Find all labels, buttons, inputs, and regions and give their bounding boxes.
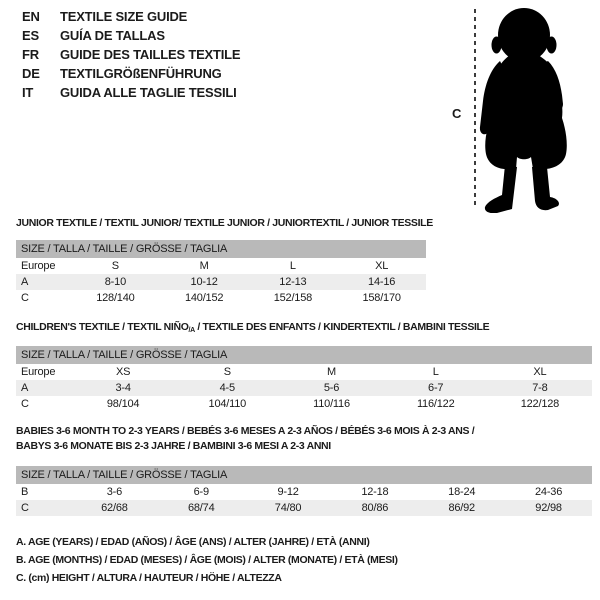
value-cell: 116/122 <box>416 398 455 410</box>
value-cell: 3-4 <box>115 382 131 394</box>
size-cell: M <box>199 260 209 272</box>
value-cell: 152/158 <box>273 292 313 304</box>
footnote-age-years: A. AGE (YEARS) / EDAD (AÑOS) / ÂGE (ANS) / ALTER (JAHRE) / ETÀ (ANNI) <box>16 536 370 548</box>
babies-size-table <box>16 466 592 516</box>
babies-row-height <box>16 500 592 516</box>
value-cell: 9-12 <box>277 486 299 498</box>
children-sizes-row <box>16 364 592 380</box>
lang-row-fr <box>22 45 240 64</box>
height-measure-label: C <box>452 106 462 121</box>
row-label: C <box>21 292 29 304</box>
value-cell: 140/152 <box>184 292 224 304</box>
value-cell: 98/104 <box>106 398 140 410</box>
value-cell: 92/98 <box>535 502 562 514</box>
size-cell: L <box>289 260 296 272</box>
size-cell: XL <box>375 260 389 272</box>
row-label: C <box>21 502 29 514</box>
value-cell: 104/110 <box>208 398 247 410</box>
lang-row-es <box>22 26 240 45</box>
value-cell: 18-24 <box>448 486 476 498</box>
value-cell: 110/116 <box>313 398 350 410</box>
lang-row-de <box>22 64 240 83</box>
footnote-height-cm: C. (cm) HEIGHT / ALTURA / HAUTEUR / HÖHE / ALTEZZA <box>16 572 282 584</box>
region-label: Europe <box>21 366 56 378</box>
junior-size-table <box>16 240 426 306</box>
value-cell: 12-13 <box>279 276 307 288</box>
babies-title-line1: BABIES 3-6 MONTH TO 2-3 YEARS / BEBÉS 3-6 MESES A 2-3 AÑOS / BÉBÉS 3-6 MOIS À 2-3 ANS / <box>16 425 475 437</box>
junior-section-title: JUNIOR TEXTILE / TEXTIL JUNIOR/ TEXTILE JUNIOR / JUNIORTEXTIL / JUNIOR TESSILE <box>16 217 433 229</box>
lang-code: ES <box>22 28 39 43</box>
lang-code: IT <box>22 85 34 100</box>
value-cell: 5-6 <box>323 382 340 394</box>
value-cell: 24-36 <box>534 486 563 498</box>
value-cell: 80/86 <box>361 502 389 514</box>
size-cell: M <box>327 366 336 378</box>
size-cell: S <box>111 260 119 272</box>
lang-row-it <box>22 83 240 102</box>
value-cell: 62/68 <box>101 502 128 514</box>
children-row-age <box>16 380 592 396</box>
language-title-list <box>22 7 240 102</box>
lang-code: DE <box>22 66 40 81</box>
value-cell: 3-6 <box>106 486 123 498</box>
children-size-header-bar: SIZE / TALLA / TAILLE / GRÖSSE / TAGLIA <box>16 346 592 364</box>
footnote-age-months: B. AGE (MONTHS) / EDAD (MESES) / ÂGE (MOIS) / ALTER (MONATE) / ETÀ (MESI) <box>16 554 398 566</box>
value-cell: 68/74 <box>187 502 215 514</box>
junior-row-height <box>16 290 426 306</box>
row-label: B <box>21 486 29 498</box>
lang-title: GUIDA ALLE TAGLIE TESSILI <box>60 85 237 100</box>
value-cell: 74/80 <box>274 502 302 514</box>
lang-code: FR <box>22 47 39 62</box>
junior-row-age <box>16 274 426 290</box>
value-cell: 14-16 <box>368 276 396 288</box>
value-cell: 128/140 <box>96 292 135 304</box>
value-cell: 7-8 <box>532 382 548 394</box>
row-label: C <box>21 398 29 410</box>
toddler-silhouette-icon <box>478 7 576 213</box>
value-cell: 10-12 <box>190 276 218 288</box>
size-cell: XS <box>115 366 131 378</box>
children-size-table <box>16 346 592 412</box>
size-cell: XL <box>533 366 547 378</box>
row-label: A <box>21 276 29 288</box>
children-title-pre: CHILDREN'S TEXTILE / TEXTIL NIÑO <box>16 321 189 333</box>
lang-title: TEXTILE SIZE GUIDE <box>60 9 188 24</box>
lang-title: TEXTILGRÖßENFÜHRUNG <box>60 66 222 81</box>
lang-row-en <box>22 7 240 26</box>
height-measure-dashed-line <box>474 9 476 206</box>
children-section-title <box>16 320 489 338</box>
size-cell: S <box>223 366 231 378</box>
babies-size-header-bar: SIZE / TALLA / TAILLE / GRÖSSE / TAGLIA <box>16 466 592 484</box>
children-title-subscript: /A <box>188 327 195 334</box>
junior-size-header-bar: SIZE / TALLA / TAILLE / GRÖSSE / TAGLIA <box>16 240 426 258</box>
children-row-height <box>16 396 592 412</box>
value-cell: 86/92 <box>448 502 475 514</box>
row-label: A <box>21 382 29 394</box>
size-cell: L <box>432 366 439 378</box>
region-label: Europe <box>21 260 56 272</box>
babies-title-line2: BABYS 3-6 MONATE BIS 2-3 JAHRE / BAMBINI 3-6 MESI A 2-3 ANNI <box>16 440 331 452</box>
value-cell: 12-18 <box>361 486 389 498</box>
babies-row-age-months <box>16 484 592 500</box>
value-cell: 6-9 <box>193 486 209 498</box>
lang-title: GUIDE DES TAILLES TEXTILE <box>60 47 241 62</box>
value-cell: 4-5 <box>219 382 235 394</box>
junior-sizes-row <box>16 258 426 274</box>
value-cell: 6-7 <box>428 382 444 394</box>
babies-section-title <box>16 424 474 454</box>
value-cell: 122/128 <box>520 398 560 410</box>
value-cell: 158/170 <box>362 292 401 304</box>
lang-code: EN <box>22 9 40 24</box>
lang-title: GUÍA DE TALLAS <box>60 28 165 43</box>
children-title-post: / TEXTILE DES ENFANTS / KINDERTEXTIL / BAMBINI TESSILE <box>194 321 490 333</box>
value-cell: 8-10 <box>104 276 126 288</box>
